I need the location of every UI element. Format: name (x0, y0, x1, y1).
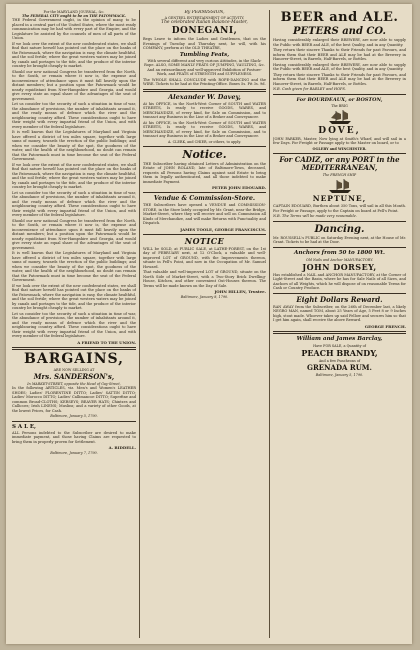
davey-text: At his OFFICE, in the North-West Corner of SOUTH and WATER STREETS, Is ready to receive GOODS, WARES, and MERCHANDIZE, of every kind, for Sale on Commission, and to transact any Business in the Line of a Broker and Conveyancer. (143, 120, 266, 139)
section-divider (143, 89, 266, 92)
article-title: The FEDERAL CITY ought to be on THE PATOWMACK. (22, 14, 126, 19)
notice2-signature: JOHN HILLEN, Trustee. (214, 289, 266, 295)
section-divider (143, 146, 266, 147)
davey-signature: A. CLERK, and CHIER, or others, to apply. (167, 139, 241, 144)
section-divider (273, 221, 406, 222)
column-left (12, 10, 136, 638)
goods-list: In the following ARTICLES, viz. Men's and Women's LEATHER SHOES; Ladies' FLORENTINE DITTO; Ladies' SATTIN DITTO; Ladies' Morocco DITTO; Ladies' Callimancoe DITTO; Superfine and common Broad-CLOTHS; KERSEYS; BEAVER HATS; Chintzes and Callicoes; Irish LINENS; Muslins; and a variety of other Goods, at the lowest Prices, for Cash. (12, 386, 136, 413)
dove-text: JOHN PARKER, Master, Now lying at Smith's Wharf, and will sail in a few Days. For Freight or Passage apply to the Master on board, or to (273, 136, 406, 146)
anchors-heading: Anchors from 50 to 1800 Wt. (294, 249, 385, 256)
peach-brandy-heading: PEACH BRANDY, (301, 348, 378, 359)
section-divider (273, 293, 406, 294)
dancing-heading: Dancing. (314, 223, 365, 235)
sale-heading: S A L E, (12, 423, 36, 430)
article-paragraph: If we look over the extent of the new confederated states, we shall find that nature herself has pointed out the place on the banks of the Patowmack, where the navigation is easy, the climate healthful, and the soil fertile; where the great western waters may be joined by canals and portages to the tide, and the produce of the interior country be brought cheaply to market. (12, 283, 136, 311)
column-kicker: For the MARYLAND JOURNAL, &c. (43, 10, 105, 14)
ad-date: Baltimore, January 5, 1790. (315, 373, 364, 378)
davey-text: At his OFFICE, in the North-West Corner of SOUTH and WATER STREETS, Is ready to receive GOODS, WARES, and MERCHANDIZE, of every kind, for Sale on Commission, and to transact any Business in the Line of a Broker and Conveyancer. (143, 101, 266, 120)
section-divider (143, 192, 266, 193)
article-paragraph: Let us consider too the security of such a situation in time of war, the abundance of provisions, the number of inhabitants around it, and the ready means of defence which the river and the neighbouring country afford. These considerations ought to have their weight with every impartial friend of the Union, and with every member of the federal legislature. (12, 311, 136, 339)
notice2-text-continued: That valuable and well-improved LOT of GROUND, situate on the North Side of Market-Street, with a Two-Story Brick Dwelling-House, Kitchen, and other convenient Out-Houses thereon. The Terms will be made known on the Day of Sale. (143, 270, 266, 288)
newspaper-page (6, 4, 412, 644)
notice-heading: Notice. (182, 147, 227, 161)
ad-date: Baltimore, January 5, 1790. (50, 414, 98, 419)
column-rule (269, 10, 270, 638)
dove-signature: OGLEBY and WINCHESTER. (312, 146, 367, 151)
article-paragraph: Let us consider too the security of such a situation in time of war, the abundance of provisions, the number of inhabitants around it, and the ready means of defence which the river and the neighbouring country afford. These considerations ought to have their weight with every impartial friend of the Union, and with every member of the federal legislature. (12, 102, 136, 129)
beer-heading: BEER and ALE. (280, 10, 399, 25)
anchors-subheading: Old Nails and Anchor MANUFACTORY. (305, 257, 374, 262)
section-divider (12, 347, 136, 350)
notice2-text: WILL be SOLD, at PUBLIC SALE, at LATHE-FOREST, on the 1st day of FEBRUARY next, at 12 O'Clock, a valuable and well-improved LOT of GROUND, with the Improvements thereon, situate in Fell's Point, and now in the Occupation of Mr. Samuel Howard. (143, 246, 266, 269)
column-right (273, 10, 406, 638)
peters-note: N.B. Cash given for BARLEY and HOPS. (273, 87, 346, 91)
article-paragraph: It is well known that the Legislatures of Maryland and Virginia have offered a district of ten miles square, together with large sums of money, towards the erection of the public buildings; and when we consider the beauty of the spot, the goodness of the water, and the health of the neighbourhood, no doubt can remain that the Patowmack must in time become the seat of the Federal Government. (12, 130, 136, 162)
vendue-heading: Vendue & Commission-Store. (153, 195, 256, 203)
permission-line: By PERMISSION, (184, 10, 225, 15)
ship-icon (327, 178, 353, 194)
article-signature: A FRIEND TO THE UNION. (77, 339, 136, 345)
article-paragraph: If we look over the extent of the new confederated states, we shall find that nature herself has pointed out the place on the banks of the Patowmack, where the navigation is easy, the climate healthful, and the soil fertile; where the great western waters may be joined by canals and portages to the tide, and the produce of the interior country be brought cheaply to market. (12, 41, 136, 69)
article-paragraph: If we look over the extent of the new confederated states, we shall find that nature herself has pointed out the place on the banks of the Patowmack, where the navigation is easy, the climate healthful, and the soil fertile; where the great western waters may be joined by canals and portages to the tide, and the produce of the interior country be brought cheaply to market. (12, 162, 136, 190)
grenada-rum-heading: GRENADA RUM. (306, 363, 372, 373)
donegani-intro: Begs Leave to inform the Ladies and Gentlemen, that on the Evenings of Tuesday and Thursday next, he will, with his COMPANY, perform at the OLD THEATRE, (143, 37, 266, 51)
column-rule (139, 10, 140, 638)
bargains-heading: BARGAINS, (24, 350, 124, 367)
peters-intro: Having considerably enlarged their BREWERY, are now able to supply the Public with BEER and ALE, of the best Quality, and in any Quantity. (273, 38, 406, 47)
peters-text: They return their sincere Thanks to their Friends for past Favours, and inform them that their BEER and ALE may be had at the Brewery in Hanover-Street, in Barrels, Half-Barrels, or Bottles. (273, 72, 406, 86)
bargains-subheading: ARE NOW SELLING AT (53, 367, 95, 372)
notice-text: THE Subscriber having obtained Letters of Administration on the Estate of JOHN ROLAND, late of Baltimore-Town, deceased, requests all Persons having Claims against said Estate to bring them in legally authenticated, and all those indebted to make immediate Payment. (143, 161, 266, 184)
article-paragraph: It is well known that the Legislatures of Maryland and Virginia have offered a district of ten miles square, together with large sums of money, towards the erection of the public buildings; and when we consider the beauty of the spot, the goodness of the water, and the health of the neighbourhood, no doubt can remain that the Patowmack must in time become the seat of the Federal Government. (12, 251, 136, 283)
article-paragraph: Should our new national Congress be transferred from the North, to the South, or remain where it now is, the expense and inconvenience of attendance upon it must fall heavily upon the distant members; but a position upon the Patowmack would be nearly equidistant from New-Hampshire and Georgia, and would give every state an equal share of the advantages of the seat of government. (12, 69, 136, 101)
sale-signature: A. RIDDELL. (108, 445, 136, 451)
davey-heading: Alexander W. Davey, (168, 92, 241, 101)
barclay-text: Have FOR SALE, a Quantity of (313, 343, 366, 348)
section-divider (273, 153, 406, 154)
article-paragraph: Should our new national Congress be transferred from the North, to the South, or remain where it now is, the expense and inconvenience of attendance upon it must fall heavily upon the distant members; but a position upon the Patowmack would be nearly equidistant from New-Hampshire and Georgia, and would give every state an equal share of the advantages of the seat of government. (12, 218, 136, 250)
boston-heading: For BOURDEAUX, or BOSTON, (296, 96, 383, 103)
neptune-text: CAPTAIN EDOUARD, Burthen about 350 Tons, will sail in all this Month. For Freight or Passage, apply to the Captain on board at Fell's Point. (273, 204, 406, 213)
tumbling-heading: Tumbling Feats, (179, 51, 230, 58)
cadiz-heading: For CADIZ, or any PORT in the MEDITERRANEAN, (279, 154, 400, 172)
dove-heading: DOVE, (318, 125, 361, 136)
sanderson-heading: Mrs. SANDERSON's, (33, 372, 115, 382)
column-middle (143, 10, 266, 638)
dorsey-text: Has established a NAIL and ANCHOR MANUFACTORY, at the Corner of Light-Street and the Basin, where he has for Sale Nails of all Sizes, and Anchors of all Weights, which he will dispose of on reasonable Terms for Cash or Country Produce. (273, 272, 406, 291)
performance-text: The WHOLE SHALL CONCLUDE with ROPE-DANCING and the WIRE. Tickets to be had at the Printing-Office. Boxes 5s. Pit 3s. 9d. (143, 77, 266, 87)
section-divider (273, 94, 406, 95)
brig-line: The BRIG (331, 103, 348, 108)
feats-text: With several different and very curious Attitudes, in the Slack-Rope. ALSO, SOME MANLY FEATS OF JUMPING, VAULTING, &c. And an extraordinary and well-approved Exhibition of Posture-Work, and FEATS of STRENGTH and SUPPLENESS. (144, 58, 265, 77)
section-divider (273, 247, 406, 248)
reward-text: RAN AWAY from the Subscriber, on the 26th of December last, a likely NEGRO MAN, named TOM, about 25 Years of Age, 5 Feet 8 or 9 Inches high, stout made. Whoever takes up said Fellow and secures him so that I get him again, shall receive the above Reward. (273, 304, 406, 323)
peters-text: They return their sincere Thanks to their Friends for past Favours, and inform them that their BEER and ALE may be had at the Brewery in Hanover-Street, in Barrels, Half-Barrels, or Bottles. (273, 48, 406, 61)
sanderson-address: In MARKET-STREET, opposite the Head of Gay-Street, (27, 382, 121, 387)
section-divider (273, 331, 406, 334)
sale-text: ALL Persons indebted to the Subscriber are desired to make immediate payment, and those having Claims are requested to bring them in properly proven for Settlement. (12, 430, 136, 444)
reward-signature: GEORGE FRENCH. (364, 323, 406, 329)
article-lead: THE Federal Government ought, in the opinion of many, to be placed in a central part of the United States, where the most ready communication may be had with every part of the Empire, and the Legislature be assisted by the counsels of men of all parts of the Union. (12, 18, 136, 41)
puncheons-line: And a few Puncheons of (318, 359, 361, 364)
donegani-heading: DONEGANI, (171, 26, 238, 37)
neptune-note: N.B. The Terms will be made very reasonable. (273, 214, 357, 219)
ad-date: Baltimore, January 8, 1790. (180, 295, 229, 300)
neptune-heading: NEPTUNE, (312, 194, 367, 204)
celebrated-line: The celebrated Italian Balance-Master, (161, 19, 248, 25)
entertainment-line: A GENTEEL ENTERTAINMENT OF ACTIVITY, (164, 15, 245, 20)
ad-date: Baltimore, January 7, 1790. (50, 451, 98, 456)
barclay-heading: William and James Barclay, (296, 335, 383, 342)
french-ship-line: The FRENCH SHIP (322, 172, 357, 177)
peters-heading: PETERS and CO. (292, 26, 386, 37)
article-paragraph: Let us consider too the security of such a situation in time of war, the abundance of provisions, the number of inhabitants around it, and the ready means of defence which the river and the neighbouring country afford. These considerations ought to have their weight with every impartial friend of the Union, and with every member of the federal legislature. (12, 190, 136, 218)
dorsey-heading: JOHN DORSEY, (302, 261, 377, 272)
peters-text: Having considerably enlarged their BREWERY, are now able to supply the Public with BEER and ALE, of the best Quality, and in any Quantity. (273, 62, 406, 71)
section-divider (143, 234, 266, 235)
reward-heading: Eight Dollars Reward. (296, 294, 383, 304)
dancing-text: Mr. ROUSSELL's PUBLIC on Saturday Evening next, at the House of Mr. Grant. Tickets to be had at the Door. (273, 235, 406, 245)
vendue-signature: JAMES TOOLE, GEORGE FRANCISCUS. (180, 226, 266, 232)
vendue-text: THE Subscribers have opened a VENDUE and COMMISSION-STORE, in the Store lately occupied by Mr. Grant, near the Bridge, Market-Street, where they will receive and sell on Commission all Kinds of Merchandize, and will make Returns with Punctuality and Dispatch. (143, 203, 266, 226)
section-divider (12, 421, 136, 422)
notice-signature: PETER JOHN EDOUARD. (212, 185, 266, 191)
notice2-heading: NOTICE (184, 235, 225, 246)
ship-icon (327, 109, 353, 125)
